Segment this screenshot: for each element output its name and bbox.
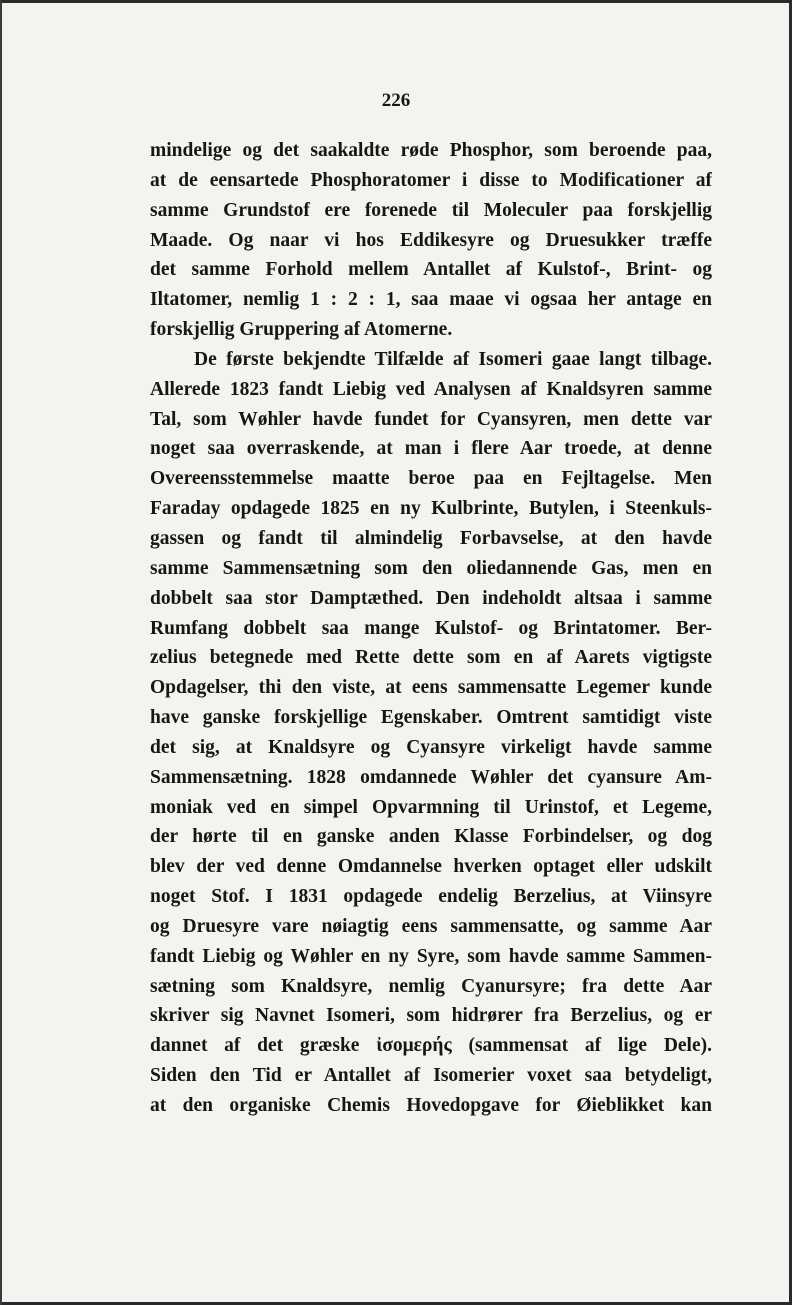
text-line: det sig, at Knaldsyre og Cyansyre virkeligt havde samme [150, 736, 712, 758]
text-line: forskjellig Gruppering af Atomerne. [150, 319, 453, 341]
scan-border-left [0, 0, 2, 1305]
body-text [150, 136, 712, 1121]
text-line: samme Grundstof ere forenede til Moleculer paa forskjellig [150, 199, 712, 221]
text-line: skriver sig Navnet Isomeri, som hidrører fra Berzelius, og er [150, 1005, 712, 1027]
scan-border-top [0, 0, 792, 3]
text-line: Overeensstemmelse maatte beroe paa en Fejltagelse. Men [150, 468, 712, 490]
text-line: moniak ved en simpel Opvarmning til Urinstof, et Legeme, [150, 796, 712, 818]
text-line: have ganske forskjellige Egenskaber. Omtrent samtidigt viste [150, 707, 712, 729]
text-line: Maade. Og naar vi hos Eddikesyre og Druesukker træffe [150, 229, 712, 251]
text-line: det samme Forhold mellem Antallet af Kulstof-, Brint- og [150, 259, 712, 281]
text-line: Iltatomer, nemlig 1 : 2 : 1, saa maae vi ogsaa her antage en [150, 289, 712, 311]
text-line: Sammensætning. 1828 omdannede Wøhler det cyansure Am- [150, 766, 712, 788]
text-line: dannet af det græske ἰσομερής (sammensat af lige Dele). [150, 1035, 712, 1057]
text-line: at den organiske Chemis Hovedopgave for Øieblikket kan [150, 1095, 712, 1116]
text-line: at de eensartede Phosphoratomer i disse to Modificationer af [150, 169, 712, 191]
text-line: gassen og fandt til almindelig Forbavselse, at den havde [150, 527, 712, 549]
text-line: fandt Liebig og Wøhler en ny Syre, som havde samme Sammen- [150, 945, 712, 967]
text-line: Faraday opdagede 1825 en ny Kulbrinte, Butylen, i Steenkuls- [150, 498, 712, 520]
text-line: Allerede 1823 fandt Liebig ved Analysen af Knaldsyren samme [150, 378, 712, 400]
text-line: Rumfang dobbelt saa mange Kulstof- og Brintatomer. Ber- [150, 617, 712, 639]
text-line: noget Stof. I 1831 opdagede endelig Berzelius, at Viinsyre [150, 886, 712, 908]
text-line: der hørte til en ganske anden Klasse Forbindelser, og dog [150, 826, 712, 848]
text-line: dobbelt saa stor Damptæthed. Den indeholdt altsaa i samme [150, 587, 712, 609]
text-line: blev der ved denne Omdannelse hverken optaget eller udskilt [150, 856, 712, 878]
text-line: samme Sammensætning som den oliedannende Gas, men en [150, 557, 712, 579]
text-line: og Druesyre vare nøiagtig eens sammensatte, og samme Aar [150, 915, 712, 937]
page-number: 226 [381, 90, 411, 111]
text-line: De første bekjendte Tilfælde af Isomeri gaae langt tilbage. [194, 348, 712, 370]
text-line: Siden den Tid er Antallet af Isomerier voxet saa betydeligt, [150, 1065, 712, 1087]
text-line: zelius betegnede med Rette dette som en af Aarets vigtigste [150, 647, 712, 669]
text-line: Tal, som Wøhler havde fundet for Cyansyren, men dette var [150, 408, 712, 430]
text-line: mindelige og det saakaldte røde Phosphor, som beroende paa, [150, 140, 712, 161]
text-line: Opdagelser, thi den viste, at eens sammensatte Legemer kunde [150, 677, 712, 699]
text-line: sætning som Knaldsyre, nemlig Cyanursyre; fra dette Aar [150, 975, 712, 997]
text-line: noget saa overraskende, at man i flere Aar troede, at denne [150, 438, 712, 460]
